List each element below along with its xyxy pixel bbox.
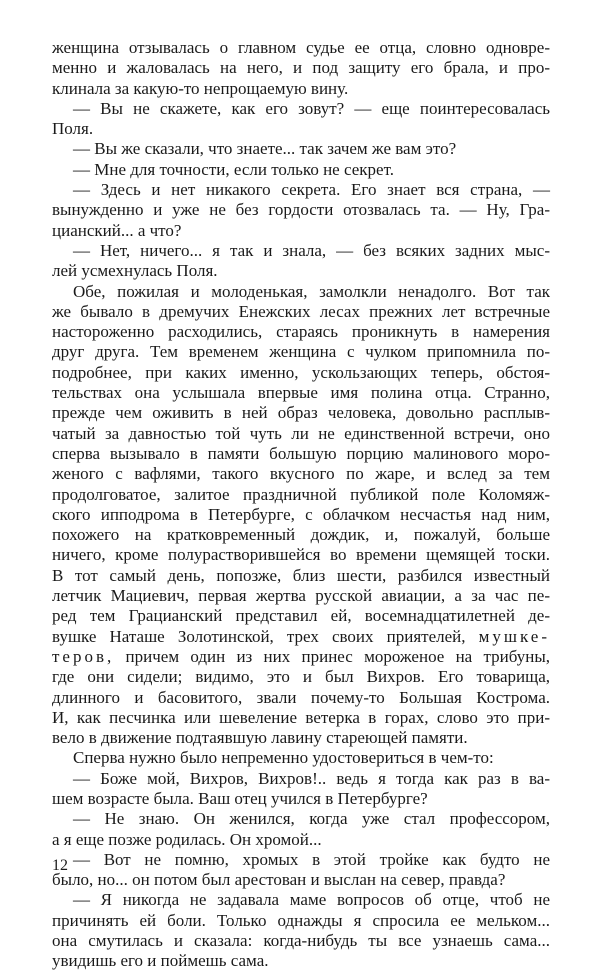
text-line: — Я никогда не задавала маме вопросов об отце, чтоб не — [73, 890, 550, 910]
text-line: друг друга. Тем временем женщина с чулком припомнила по- — [52, 342, 550, 362]
text-line: В тот самый день, попозже, близ шести, разбился известный — [52, 565, 550, 585]
text-line: — Не знаю. Он женился, когда уже стал профессором, — [73, 809, 550, 829]
text-line: женщина отзывалась о главном судье ее отца, словно одновре- — [52, 38, 550, 57]
text-line: теров, причем один из них принес мороженое на трибуны, — [52, 646, 550, 666]
text-line: — Вот не помню, хромых в этой тройке как будто не — [73, 849, 550, 869]
text-line: она смутилась и сказала: когда-нибудь ты все узнаешь сама... — [52, 931, 550, 951]
text-line: вушке Наташе Золотинской, трех своих приятелей, мушке- — [52, 626, 550, 646]
text-line: же бывало в дремучих Енежских лесах прежних лет встречные — [52, 301, 550, 321]
text-line: причинять ей боли. Только однажды я спросила ее мельком... — [52, 910, 550, 930]
text-line: подробнее, при каких именно, ускользающих теперь, обстоя- — [52, 362, 550, 382]
text-line: Обе, пожилая и молоденькая, замолкли ненадолго. Вот так — [73, 281, 550, 301]
text-line: Поля. — [52, 119, 94, 139]
text-line: цианский... а что? — [52, 220, 182, 240]
text-line: менно и жаловалась на него, и под защиту его брала, и про- — [52, 58, 550, 78]
text-line: — Вы же сказали, что знаете... так зачем же вам это? — [73, 139, 457, 159]
text-line: было, но... он потом был арестован и выслан на север, правда? — [52, 870, 506, 890]
text-line: лей усмехнулась Поля. — [52, 261, 218, 281]
text-line: женого с вафлями, такого вкусного по жаре, и вслед за тем — [52, 464, 550, 484]
body-text — [52, 38, 550, 972]
text-line: ского ипподрома в Петербурге, с облачком несчастья над ним, — [52, 504, 550, 524]
text-line: ничего, кроме полурастворившейся во времени щемящей тоски. — [52, 545, 550, 565]
text-line: — Здесь и нет никакого секрета. Его знает вся страна, — — [73, 180, 550, 200]
text-line: длинного и басовитого, звали почему-то Большая Кострома. — [52, 687, 550, 707]
text-line: вынужденно и уже не без гордости отозвалась та. — Ну, Гра- — [52, 200, 550, 220]
text-line: — Нет, ничего... я так и знала, — без всяких задних мыс- — [73, 240, 550, 260]
text-line: — Мне для точности, если только не секрет. — [73, 159, 394, 179]
text-line: вело в движение подтаявшую лавину стареющей памяти. — [52, 728, 468, 748]
text-line: продолговатое, залитое праздничной публикой поле Коломяж- — [52, 484, 550, 504]
text-line: шем возрасте была. Ваш отец учился в Петербурге? — [52, 788, 428, 808]
text-line: ред тем Грацианский представил ей, восемнадцатилетней де- — [52, 606, 550, 626]
text-line: прежде чем оживить в ней образ человека, довольно расплыв- — [52, 403, 550, 423]
text-line: похожего на кратковременный дождик, и, пожалуй, больше — [52, 525, 550, 545]
text-line: Сперва нужно было непременно удостовериться в чем-то: — [73, 748, 494, 768]
spaced-word: мушке- — [478, 626, 550, 646]
text-line: сперва вызывало в памяти большую порцию малинового моро- — [52, 443, 550, 463]
text-line: летчик Мациевич, первая жертва русской авиации, а за час пе- — [52, 586, 550, 606]
text-line: чатый за давностью той чуть ли не единственной встречи, оно — [52, 423, 550, 443]
page-number: 12 — [52, 857, 68, 874]
text-line: И, как песчинка или шевеление ветерка в горах, слово это при- — [52, 707, 550, 727]
spaced-word: теров, — [52, 646, 115, 666]
text-line: увидишь его и поймешь сама. — [52, 951, 269, 971]
text-line: тельствах она услышала впервые имя полина отца. Странно, — [52, 383, 550, 403]
text-line: клинала за какую-то непрощаемую вину. — [52, 78, 349, 98]
text-line: настороженно расходились, стараясь проникнуть в намерения — [52, 322, 550, 342]
text-line: — Боже мой, Вихров, Вихров!.. ведь я тогда как раз в ва- — [73, 768, 550, 788]
text-line: где они сидели; видимо, это и был Вихров. Его товарища, — [52, 667, 550, 687]
text-line: — Вы не скажете, как его зовут? — еще поинтересовалась — [73, 98, 550, 118]
text-line: а я еще позже родилась. Он хромой... — [52, 829, 322, 849]
